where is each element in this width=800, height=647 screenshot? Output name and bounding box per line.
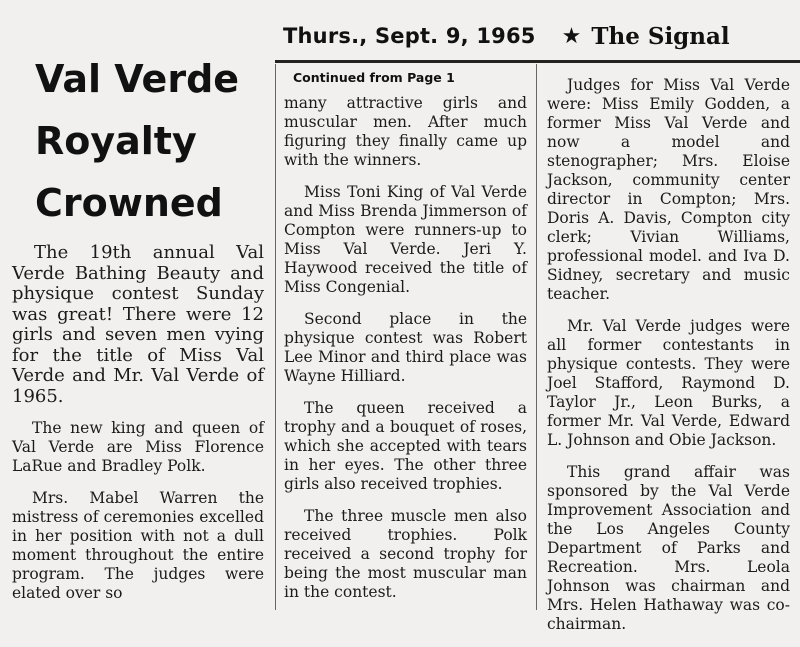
- paragraph: The queen received a trophy and a bouquet of roses, which she accepted with tears in her eyes. The other three girls also received trophies.: [284, 399, 527, 493]
- paragraph: Mr. Val Verde judges were all former contestants in physique contests. They were Joel Stafford, Raymond D. Taylor Jr., Leon Burks, a former Mr. Val Verde, Edward L. Johnson and Obie Jackson.: [547, 317, 790, 449]
- star-icon: ★: [561, 23, 582, 49]
- headline-line: Val Verde: [35, 57, 240, 101]
- column-divider: [536, 64, 537, 610]
- article-column-2: [284, 94, 527, 615]
- article-column-3: [547, 76, 790, 647]
- paragraph: Mrs. Mabel Warren the mistress of ceremonies excelled in her position with not a dull moment throughout the entire program. The judges were elated over so: [12, 489, 264, 602]
- continued-label: Continued from Page 1: [293, 70, 455, 85]
- paragraph: The new king and queen of Val Verde are Miss Florence LaRue and Bradley Polk.: [12, 419, 264, 475]
- paragraph: many attractive girls and muscular men. After much figuring they finally came up with the winners.: [284, 94, 527, 169]
- masthead: [283, 18, 783, 54]
- article-headline: [35, 48, 255, 234]
- paragraph: Second place in the physique contest was Robert Lee Minor and third place was Wayne Hilliard.: [284, 310, 527, 385]
- article-column-1: [12, 243, 264, 616]
- headline-line: Royalty: [35, 119, 197, 163]
- masthead-rule: [275, 60, 800, 63]
- paragraph: Miss Toni King of Val Verde and Miss Brenda Jimmerson of Compton were runners-up to Miss Val Verde. Jeri Y. Haywood received the title of Miss Congenial.: [284, 183, 527, 296]
- paragraph: This grand affair was sponsored by the Val Verde Improvement Association and the Los Angeles County Department of Parks and Recreation. Mrs. Leola Johnson was chairman and Mrs. Helen Hathaway was co-chairman.: [547, 463, 790, 633]
- headline-line: Crowned: [35, 181, 223, 225]
- newspaper-name: The Signal: [591, 22, 730, 50]
- paragraph: The three muscle men also received trophies. Polk received a second trophy for being the most muscular man in the contest.: [284, 507, 527, 601]
- issue-date: Thurs., Sept. 9, 1965: [283, 24, 536, 48]
- paragraph: Judges for Miss Val Verde were: Miss Emily Godden, a former Miss Val Verde and now a model and stenographer; Mrs. Eloise Jackson, community center director in Compton; Mrs. Doris A. Davis, Compton city clerk; Vivian Williams, professional model. and Iva D. Sidney, secretary and music teacher.: [547, 76, 790, 303]
- column-divider: [275, 64, 276, 610]
- lede-paragraph: The 19th annual Val Verde Bathing Beauty and physique contest Sunday was great! There were 12 girls and seven men vying for the title of Miss Val Verde and Mr. Val Verde of 1965.: [12, 242, 264, 407]
